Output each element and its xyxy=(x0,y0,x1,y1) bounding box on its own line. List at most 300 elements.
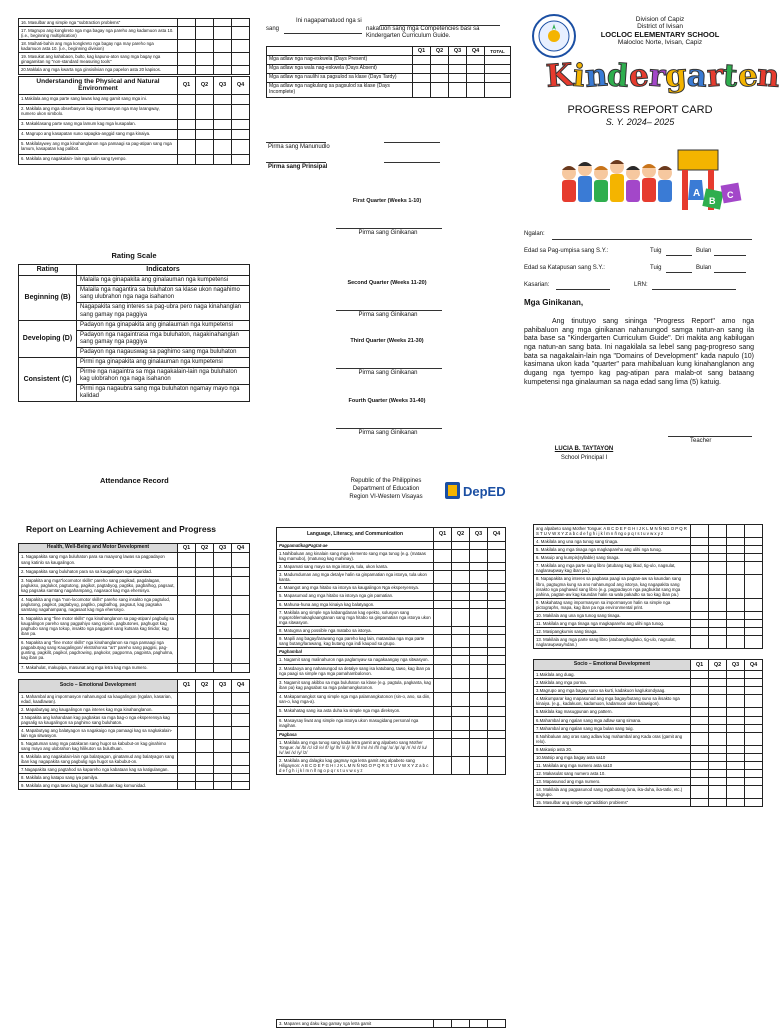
grade-cell xyxy=(232,19,250,27)
table-row xyxy=(19,66,250,74)
grade-cell xyxy=(214,753,232,766)
grade-cell xyxy=(434,738,452,756)
grade-cell xyxy=(214,40,232,53)
age-end-months: Bulan xyxy=(696,265,712,271)
grade-cell xyxy=(691,786,709,799)
competency-text: 13. Makilala ang mga parte sang libro (atubang/kagluko, tig-ulo, nagsulat, naglarawpway/ndan.) xyxy=(534,636,691,649)
grade-cell xyxy=(178,692,196,705)
school-name: LOCLOC ELEMENTARY SCHOOL xyxy=(600,30,720,39)
grade-cell xyxy=(434,730,452,738)
grade-cell xyxy=(470,584,488,592)
grade-cell xyxy=(232,53,250,66)
competency-text: 7.Nagapakita sang pagtahod sa kapareho nga kabataan kag sa katigulangan. xyxy=(19,766,178,774)
s-q3: Q3 xyxy=(214,679,232,692)
competency-text: 16. Masulbar ang simple nga "subtraction problems" xyxy=(19,19,178,27)
socio-title-a: Socio – Emotional Development xyxy=(19,679,178,692)
competency-text: 8.Nahibaluan ang oras sang adlaw kag mahambal ang Kada oras (gamit ang relo). xyxy=(534,732,691,745)
grade-cell xyxy=(488,647,506,655)
competency-text: 2. Makilala ang dalagko kag gagmay nga letra gamit ang alpabeto sang Hiligaynon: A B C D E F G H I J K L M N Ñ NG O P Q R S T U V W X Y Z a b c d e f g h i j k l m n ñ ng o p q r s t u v w x y z xyxy=(277,756,434,774)
grade-cell xyxy=(434,679,452,693)
grade-cell xyxy=(485,56,511,65)
grade-cell xyxy=(214,726,232,739)
strip-q1 xyxy=(434,1020,452,1028)
table-row xyxy=(19,766,250,774)
parent-sign-line xyxy=(336,310,442,311)
grade-cell xyxy=(196,140,214,155)
grade-cell xyxy=(470,756,488,774)
table-row xyxy=(267,74,511,83)
grade-cell xyxy=(232,595,250,614)
table-row xyxy=(534,732,763,745)
grade-cell xyxy=(431,65,449,74)
grade-cell xyxy=(745,619,763,627)
competency-text: 6. Makilala ang nagakalain- lain nga salin sang tyempo. xyxy=(19,155,178,165)
grade-cell xyxy=(232,27,250,40)
age-start-years: Tuig xyxy=(650,248,662,254)
grade-cell xyxy=(745,687,763,695)
grade-cell xyxy=(431,56,449,65)
grade-cell xyxy=(727,732,745,745)
grade-cell xyxy=(709,546,727,554)
table-row xyxy=(534,671,763,679)
table-row xyxy=(19,595,250,614)
grade-cell xyxy=(470,542,488,550)
competency-text: 4. Napakita ang mga "non-locomotor skills" pareho sang insakto nga pagtulod, paglutong, pagikot, pagtabyog, pagtiko, pagbalhog, pagsaut, kag pagsaka samtang nagahampang, nagasaot kag mga ehersisyo. xyxy=(19,595,178,614)
competency-text: 17. Magrupo ang kongkreto nga mga bagay nga pareho ang kadamuon asta 10. (i.e., beginning multiplication) xyxy=(19,27,178,40)
table-row xyxy=(19,120,250,130)
grade-cell xyxy=(470,626,488,634)
bottom-strip-text: 3. Mapares ang daku kag gamay nga letra gamit xyxy=(277,1020,434,1028)
grade-cell xyxy=(745,786,763,799)
competency-text: 7. Makilala ang simple nga kabangdanan kag epekto, solusyon sang mgaproblemakagkaangtanan sang mga hitabo sa ginpamatian nga istorya ukon mga sitwasyon. xyxy=(277,608,434,626)
grade-cell xyxy=(196,553,214,567)
grade-cell xyxy=(178,40,196,53)
table-row xyxy=(277,665,506,679)
grade-cell xyxy=(434,626,452,634)
grade-cell xyxy=(745,778,763,786)
table-row xyxy=(19,155,250,165)
grade-cell xyxy=(434,716,452,730)
c-q1: Q1 xyxy=(691,660,709,671)
language-table xyxy=(276,527,506,775)
table-row xyxy=(19,140,250,155)
wordmark-letter: n xyxy=(583,57,609,95)
grade-cell xyxy=(214,66,232,74)
grade-cell xyxy=(232,705,250,713)
parent-sign-label: Pirma sang Ginikanan xyxy=(358,370,418,376)
competency-text: 4.Makumparar kag mapasunod ang mga bagay/butang suno sa iksakto nga kinaiya. (e.g., kadakuon, kadamuon, kadamuon ukon kalawigon). xyxy=(534,695,691,708)
competency-text: 5. Nagatuman sang mga patakaran sang hugot sa kabubut-on kag ginahimo sang mayo ang ulobrahon kag hilikuton sa buluthuan. xyxy=(19,740,178,753)
grade-cell xyxy=(214,692,232,705)
table-row xyxy=(534,778,763,786)
grade-cell xyxy=(745,671,763,679)
grade-cell xyxy=(178,66,196,74)
grade-cell xyxy=(488,693,506,707)
grade-cell xyxy=(709,716,727,724)
grade-cell xyxy=(452,756,470,774)
att-total: TOTAL xyxy=(485,47,511,56)
grade-cell xyxy=(452,707,470,716)
competency-text: 5. Napakita ang "fine motor skills" nga kinahanglanon sa pag-atipan/ pagbulig sa kaugalingon pareho sang pagpahiyo sang nipion, pagbutones, paghugot kag paghubo sang mga tokop, insakto nga paggamit sang kutsara kag tinidor, kag iban pa. xyxy=(19,615,178,639)
age-end-months-line xyxy=(714,272,746,273)
grade-cell xyxy=(709,598,727,611)
grade-cell xyxy=(452,730,470,738)
parent-sign-label: Pirma sang Ginikanan xyxy=(358,230,418,236)
grade-cell xyxy=(178,120,196,130)
grade-cell xyxy=(413,65,431,74)
table-row xyxy=(534,575,763,598)
bottom-middle-panel xyxy=(276,527,506,1026)
grade-cell xyxy=(232,104,250,119)
table-row xyxy=(267,56,511,65)
grade-cell xyxy=(178,595,196,614)
table-row xyxy=(19,615,250,639)
competency-text: 3. Nagamit sang akibbo sa mga buluhaton sa klase (e.g. pagtula, pagkanta, kag iban pa) kag pagsabat sa mga palamangkutonon. xyxy=(277,679,434,693)
rating-scale-title: Rating Scale xyxy=(111,251,157,260)
grade-cell xyxy=(709,575,727,598)
grade-cell xyxy=(196,120,214,130)
grade-cell xyxy=(727,778,745,786)
grade-cell xyxy=(488,679,506,693)
grade-cell xyxy=(214,553,232,567)
competency-text: 5. Makilala ang mga tinaga nga magkapareho ang ulihi nga tunog. xyxy=(534,546,691,554)
rating-row xyxy=(19,320,250,330)
grade-cell xyxy=(745,554,763,562)
grade-cell xyxy=(470,679,488,693)
rating-indicator: Malaila nga nagantira sa buluhaton sa klase ukon nagahimo sang ulubrahon nga naga isahanon xyxy=(77,286,250,303)
competency-text: 8. Matugma ang possible nga matabo sa istorya. xyxy=(277,626,434,634)
grade-cell xyxy=(691,769,709,777)
competency-text: 1.Nahibaluan ang kinalain sang mga elemento sang mga tunog (e.g. (mataas kag mamubo), (matunog kag mahinay). xyxy=(277,550,434,563)
grade-cell xyxy=(727,546,745,554)
grade-cell xyxy=(470,563,488,571)
q4-header: Q4 xyxy=(232,76,250,94)
grade-cell xyxy=(727,627,745,635)
grade-cell xyxy=(727,562,745,575)
grade-cell xyxy=(488,592,506,600)
grade-cell xyxy=(691,627,709,635)
wordmark-letter: n xyxy=(756,57,781,95)
competency-text: Mga adlaw nga wala nag-eskwela (Days Absent) xyxy=(267,65,413,74)
competency-text: 4. Mapabutyag ang balatyagon sa nagakaigo nga pamaagi kag sa nagkakalain-lain nga sitwasyon. xyxy=(19,726,178,739)
grade-cell xyxy=(434,592,452,600)
table-row xyxy=(534,786,763,799)
table-row xyxy=(19,567,250,576)
grade-cell xyxy=(727,716,745,724)
grade-cell xyxy=(691,575,709,598)
att-q3: Q3 xyxy=(449,47,467,56)
grade-cell xyxy=(488,571,506,584)
table-row xyxy=(277,608,506,626)
table-row xyxy=(277,693,506,707)
grade-cell xyxy=(214,705,232,713)
table-row xyxy=(534,619,763,627)
grade-cell xyxy=(449,83,467,98)
grade-cell xyxy=(232,713,250,726)
age-end-years-line xyxy=(666,272,692,273)
grade-cell xyxy=(434,693,452,707)
age-start-years-line xyxy=(666,255,692,256)
grade-cell xyxy=(727,636,745,649)
l-q3: Q3 xyxy=(470,528,488,542)
table-row xyxy=(19,553,250,567)
grade-cell xyxy=(727,799,745,807)
grade-cell xyxy=(196,774,214,782)
table-row xyxy=(277,584,506,592)
grade-cell xyxy=(232,155,250,165)
grade-cell xyxy=(178,713,196,726)
grade-cell xyxy=(709,611,727,619)
grade-cell xyxy=(434,542,452,550)
competency-text: 9.Makasip asta 20. xyxy=(534,745,691,753)
grade-cell xyxy=(727,538,745,546)
greeting: Mga Ginikanan, xyxy=(524,298,584,307)
language-table-cont xyxy=(533,524,763,649)
grade-cell xyxy=(196,766,214,774)
grade-cell xyxy=(452,693,470,707)
table-row xyxy=(534,724,763,732)
grade-cell xyxy=(232,66,250,74)
grade-cell xyxy=(431,74,449,83)
competency-text: 18. Maihati-bahin ang mga kongkreto nga bagay nga may pareho nga kadamuon asta 10. (i.e., beginning division) xyxy=(19,40,178,53)
competency-text: 2. Makilala ang mga obserbasyon kag impormasyon nga may larangway, numero ukon simbolo. xyxy=(19,104,178,119)
grade-cell xyxy=(691,761,709,769)
competency-text: 2.Maklala ang mga porma. xyxy=(534,679,691,687)
grade-cell xyxy=(232,692,250,705)
competency-text: 2. Nagapakita sang buluhaton para sa sa kaugalingon nga siguridad. xyxy=(19,567,178,576)
l-q4: Q4 xyxy=(488,528,506,542)
grade-cell xyxy=(470,608,488,626)
competency-text: Mga adlaw nga naulihi sa pagsulod sa klase (Days Tardy) xyxy=(267,74,413,83)
grade-cell xyxy=(727,671,745,679)
c-q3: Q3 xyxy=(727,660,745,671)
s-q2: Q2 xyxy=(196,679,214,692)
children-group-icon xyxy=(562,160,672,202)
grade-cell xyxy=(413,56,431,65)
grade-cell xyxy=(178,740,196,753)
name-line xyxy=(552,239,752,240)
age-start-label: Edad sa Pag-umpisa sang S.Y.: xyxy=(524,248,609,254)
table-row xyxy=(534,636,763,649)
grade-cell xyxy=(691,562,709,575)
grade-cell xyxy=(178,27,196,40)
grade-cell xyxy=(470,665,488,679)
competency-text: 1. Makilala ang mga tunog sang kada letra gamit ang alpabeto sang Mother Tongue: /a/ /b/ /c/ /d/ /e/ /f/ /g/ /h/ /i/ /j/ /k/ /l/ /m/ /n/ /ñ/ /ng/ /o/ /p/ /q/ /r/ /s/ /t/ /u/ /v/ /w/ /x/ /y/ /z/ xyxy=(277,738,434,756)
wordmark-letter: i xyxy=(571,57,586,95)
grade-cell xyxy=(232,726,250,739)
grade-cell xyxy=(452,550,470,563)
grade-cell xyxy=(745,636,763,649)
grade-cell xyxy=(196,94,214,104)
school-year: S. Y. 2024– 2025 xyxy=(605,117,675,127)
grade-cell xyxy=(485,65,511,74)
competency-text: 20.Maklala ang mga kwarta nga ginsisilvian nga papelon asta 20 kapisos. xyxy=(19,66,178,74)
grade-cell xyxy=(488,656,506,665)
competency-text: 6. Masuip ang kumpis(syllable) sang tinaga. xyxy=(534,554,691,562)
grade-cell xyxy=(452,665,470,679)
table-row xyxy=(534,799,763,807)
table-row xyxy=(534,695,763,708)
grade-cell xyxy=(196,740,214,753)
table-row xyxy=(534,687,763,695)
table-row xyxy=(534,769,763,777)
grade-cell xyxy=(691,525,709,538)
subsection-row xyxy=(277,730,506,738)
table-row xyxy=(534,562,763,575)
adviser-line-a xyxy=(266,142,326,143)
principal-sign-label: Pirma sang Prinsipal xyxy=(268,164,328,170)
grade-cell xyxy=(196,663,214,672)
h-q3: Q3 xyxy=(214,544,232,553)
grade-cell xyxy=(196,576,214,595)
grade-cell xyxy=(709,778,727,786)
grade-cell xyxy=(745,695,763,708)
grade-cell xyxy=(709,761,727,769)
grade-cell xyxy=(196,130,214,140)
table-row xyxy=(19,53,250,66)
grade-cell xyxy=(413,74,431,83)
rating-indicator: Padayon nga nagaintrasa mga buluhaton, nagakinahanglan sang gamay nga paggiya xyxy=(77,330,250,347)
table-row xyxy=(277,756,506,774)
grade-cell xyxy=(727,619,745,627)
competency-text: 1. Nagapakita sang mga buluhaton para sa maayong lawas sa pagpadayon sang katinlo sa kaugalingon. xyxy=(19,553,178,567)
svg-text:B: B xyxy=(709,196,716,206)
grade-cell xyxy=(452,634,470,647)
parent-sign-line xyxy=(336,428,442,429)
h-q1: Q1 xyxy=(178,544,196,553)
rating-indicator: Pirmi nga nagaubra sang mga buluhaton ngamay mayo nga kalidad xyxy=(77,385,250,402)
grade-cell xyxy=(470,550,488,563)
grade-cell xyxy=(214,53,232,66)
table-row xyxy=(534,627,763,635)
grade-cell xyxy=(488,716,506,730)
grade-cell xyxy=(449,56,467,65)
grade-cell xyxy=(214,782,232,790)
grade-cell xyxy=(709,619,727,627)
competency-text: 4. Makilala ang una nga tunog sang tinaga. xyxy=(534,538,691,546)
grade-cell xyxy=(470,634,488,647)
subsection-row xyxy=(277,647,506,655)
grade-cell xyxy=(727,554,745,562)
grade-cell xyxy=(485,74,511,83)
table-row xyxy=(19,94,250,104)
l-q1: Q1 xyxy=(434,528,452,542)
c-q2: Q2 xyxy=(709,660,727,671)
grade-cell xyxy=(709,636,727,649)
grade-cell xyxy=(178,663,196,672)
svg-text:C: C xyxy=(727,190,734,200)
att-q2: Q2 xyxy=(431,47,449,56)
rating-indicator: Padayon nga nagauswag sa paghimo sang mga buluhaton xyxy=(77,347,250,357)
table-row xyxy=(19,753,250,766)
grade-cell xyxy=(434,550,452,563)
grade-cell xyxy=(709,695,727,708)
grade-cell xyxy=(691,687,709,695)
grade-cell xyxy=(691,732,709,745)
grade-cell xyxy=(452,647,470,655)
grade-cell xyxy=(434,608,452,626)
grade-cell xyxy=(178,155,196,165)
grade-cell xyxy=(727,769,745,777)
competency-text: 5. Makilalaywey ang mga kinahanglanon nga pamaagi sa pag-atipan sang mga lamum, kasapatan kag palibot. xyxy=(19,140,178,155)
grade-cell xyxy=(232,766,250,774)
grade-cell xyxy=(727,679,745,687)
deped-logo-text: DepED xyxy=(463,484,506,499)
grade-cell xyxy=(691,546,709,554)
grade-cell xyxy=(745,611,763,619)
grade-cell xyxy=(452,738,470,756)
table-row xyxy=(534,761,763,769)
grade-cell xyxy=(709,627,727,635)
competency-text: 3. Napakita ang mga"locomotor skills" pareho sang pagikad, pagdalagan, paglukso, paglukot, pagtutong, pagikot, pagtabyog, pagtiko, pagbalhog, pagsaut, kag pagsaka samtang nagahampang, nagasaot kag mga ehersisyo. xyxy=(19,576,178,595)
top-middle-panel xyxy=(262,18,512,500)
grade-cell xyxy=(488,563,506,571)
grade-cell xyxy=(745,753,763,761)
grade-cell xyxy=(434,563,452,571)
grade-cell xyxy=(470,656,488,665)
rating-label: Developing (D) xyxy=(19,320,77,357)
intro-line-2: sang xyxy=(266,26,280,32)
abc-blocks-icon xyxy=(678,150,741,210)
rating-row xyxy=(19,357,250,367)
grade-cell xyxy=(214,713,232,726)
grade-cell xyxy=(196,53,214,66)
grade-cell xyxy=(431,83,449,98)
competency-text: 6. Masaysay liwat ang simple nga istorya ukon masugidang personal nga inagihan. xyxy=(277,716,434,730)
grade-cell xyxy=(709,745,727,753)
wordmark-letter: r xyxy=(647,57,667,95)
competency-text: 19. Masukat ang kahabaon, bulto, kag kapuno-aton sang mga bagay nga ginagamitan ng "non-standard measuring tools" xyxy=(19,53,178,66)
grade-cell xyxy=(232,94,250,104)
grade-cell xyxy=(727,525,745,538)
grade-cell xyxy=(488,665,506,679)
competency-text: 9. Mapili ang bagay/larawang nga pareho kag lain, matandaa nga mga parte sang butang/larawang, kag butang nga indi kaupod sa grupo. xyxy=(277,634,434,647)
grade-cell xyxy=(709,538,727,546)
grade-cell xyxy=(488,756,506,774)
school-address: Malocloc Norte, Ivisan, Capiz xyxy=(617,39,703,46)
q1-header: Q1 xyxy=(178,76,196,94)
strip-q3 xyxy=(470,1020,488,1028)
quarter-label: First Quarter (Weeks 1-10) xyxy=(352,198,422,204)
grade-cell xyxy=(745,598,763,611)
grade-cell xyxy=(727,761,745,769)
quarter-label: Fourth Quarter (Weeks 31-40) xyxy=(348,398,426,404)
report-title: Report on Learning Achievement and Progress xyxy=(26,524,217,534)
grade-cell xyxy=(452,608,470,626)
table-row xyxy=(534,611,763,619)
table-row xyxy=(19,104,250,119)
strip-q4 xyxy=(488,1020,506,1028)
grade-cell xyxy=(214,27,232,40)
grade-cell xyxy=(196,713,214,726)
table-row xyxy=(19,782,250,790)
grade-cell xyxy=(709,799,727,807)
dept-label: Department of Education xyxy=(352,486,420,492)
age-end-years: Tuig xyxy=(650,265,662,271)
grade-cell xyxy=(178,94,196,104)
kids-illustration xyxy=(554,140,744,230)
table-row xyxy=(19,705,250,713)
principal-name: LUCIA B. TAYTAYON xyxy=(554,446,614,452)
table-row xyxy=(19,19,250,27)
grade-cell xyxy=(709,562,727,575)
competency-text: 7.Mahambal ang ngalan sang mga bulan sang tuig. xyxy=(534,724,691,732)
grade-cell xyxy=(488,608,506,626)
grade-cell xyxy=(214,94,232,104)
grade-cell xyxy=(691,753,709,761)
grade-cell xyxy=(745,627,763,635)
grade-cell xyxy=(745,799,763,807)
